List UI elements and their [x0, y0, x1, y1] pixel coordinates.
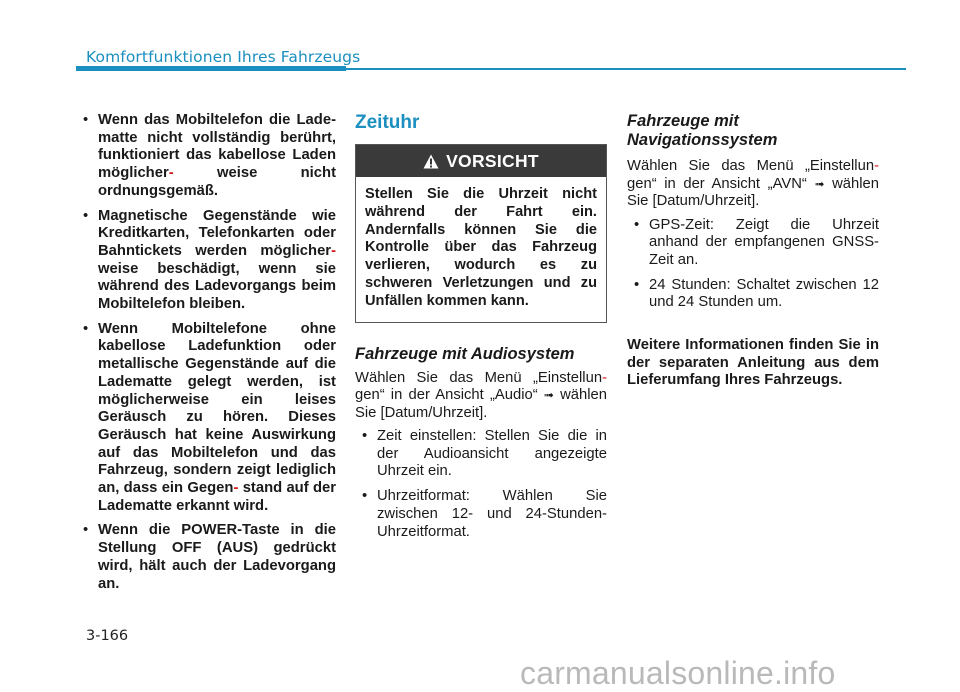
subheading-audio: Fahrzeuge mit Audiosystem [355, 344, 575, 363]
list-item: • Uhrzeitformat: Wählen Sie zwischen 12- und 24-Stunden-Uhrzeitformat. [355, 488, 607, 541]
column-middle [355, 112, 607, 548]
section-header-title: Komfortfunktionen Ihres Fahrzeugs [86, 48, 361, 66]
list-item: • Magnetische Gegenstände wie Kreditkarten, Telefonkarten oder Bahntickets werden möglicher- weise beschädigt, wenn sie während des Ladevorgangs beim Mobiltelefon bleiben. [76, 208, 336, 314]
column-right [627, 112, 879, 390]
further-info-note: Weitere Informationen finden Sie in der separaten Anleitung aus dem Lieferumfang Ihres Fahrzeugs. [627, 337, 879, 389]
caution-box [355, 144, 607, 323]
navigation-intro: Wählen Sie das Menü „Einstellun- gen“ in der Ansicht „AVN“ ➟ wählen Sie [Datum/Uhrzeit]. [627, 158, 879, 209]
caution-text: Stellen Sie die Uhrzeit nicht während der Fahrt ein. Andernfalls können Sie die Kontrolle über das Fahrzeug verlieren, wodurch es zu schweren Verletzungen und zu Unfällen kommen kann. [365, 186, 597, 309]
watermark-text: carmanualsonline.info [520, 655, 836, 691]
arrow-icon: ➟ [814, 176, 825, 191]
header-rule [346, 68, 906, 70]
charging-notes-list [76, 112, 336, 593]
list-item: • 24 Stunden: Schaltet zwischen 12 und 24 Stunden um. [627, 277, 879, 312]
section-title-zeituhr: Zeituhr [355, 112, 420, 133]
list-item: • Zeit einstellen: Stellen Sie die in der Audioansicht angezeigte Uhrzeit ein. [355, 428, 607, 481]
page-number: 3-166 [86, 628, 129, 644]
list-item: • Wenn Mobiltelefone ohne kabellose Ladefunktion oder metallische Gegenstände auf die Ladematte gelegt werden, ist möglicherweise ein leises Geräusch zu hören. Dieses Geräusch hat keine Auswirkung auf das Mobiltelefon und das Fahrzeug, sondern zeigt lediglich an, dass ein Gegen- stand auf der Ladematte erkannt wird. [76, 321, 336, 516]
warning-triangle-icon [423, 154, 439, 169]
arrow-icon: ➟ [543, 388, 554, 403]
caution-header [356, 145, 606, 177]
list-item: • Wenn das Mobiltelefon die Ladematte nicht vollständig berührt, funktioniert das kabellose Laden möglicher- weise nicht ordnungsgemäß. [76, 112, 336, 201]
audio-intro: Wählen Sie das Menü „Einstellun- gen“ in der Ansicht „Audio“ ➟ wählen Sie [Datum/Uhrzeit]. [355, 369, 607, 421]
audio-options-list [355, 428, 607, 541]
header-accent-bar [76, 66, 346, 71]
subheading-navigation: Fahrzeuge mit Navigationssystem [627, 112, 778, 149]
navigation-options-list [627, 217, 879, 313]
column-left [76, 112, 336, 600]
list-item: • Wenn die POWER-Taste in die Stellung OFF (AUS) gedrückt wird, hält auch der Ladevorgang an. [76, 522, 336, 593]
list-item: • GPS-Zeit: Zeigt die Uhrzeit anhand der empfangenen GNSS-Zeit an. [627, 217, 879, 270]
caution-label: VORSICHT [446, 150, 539, 171]
